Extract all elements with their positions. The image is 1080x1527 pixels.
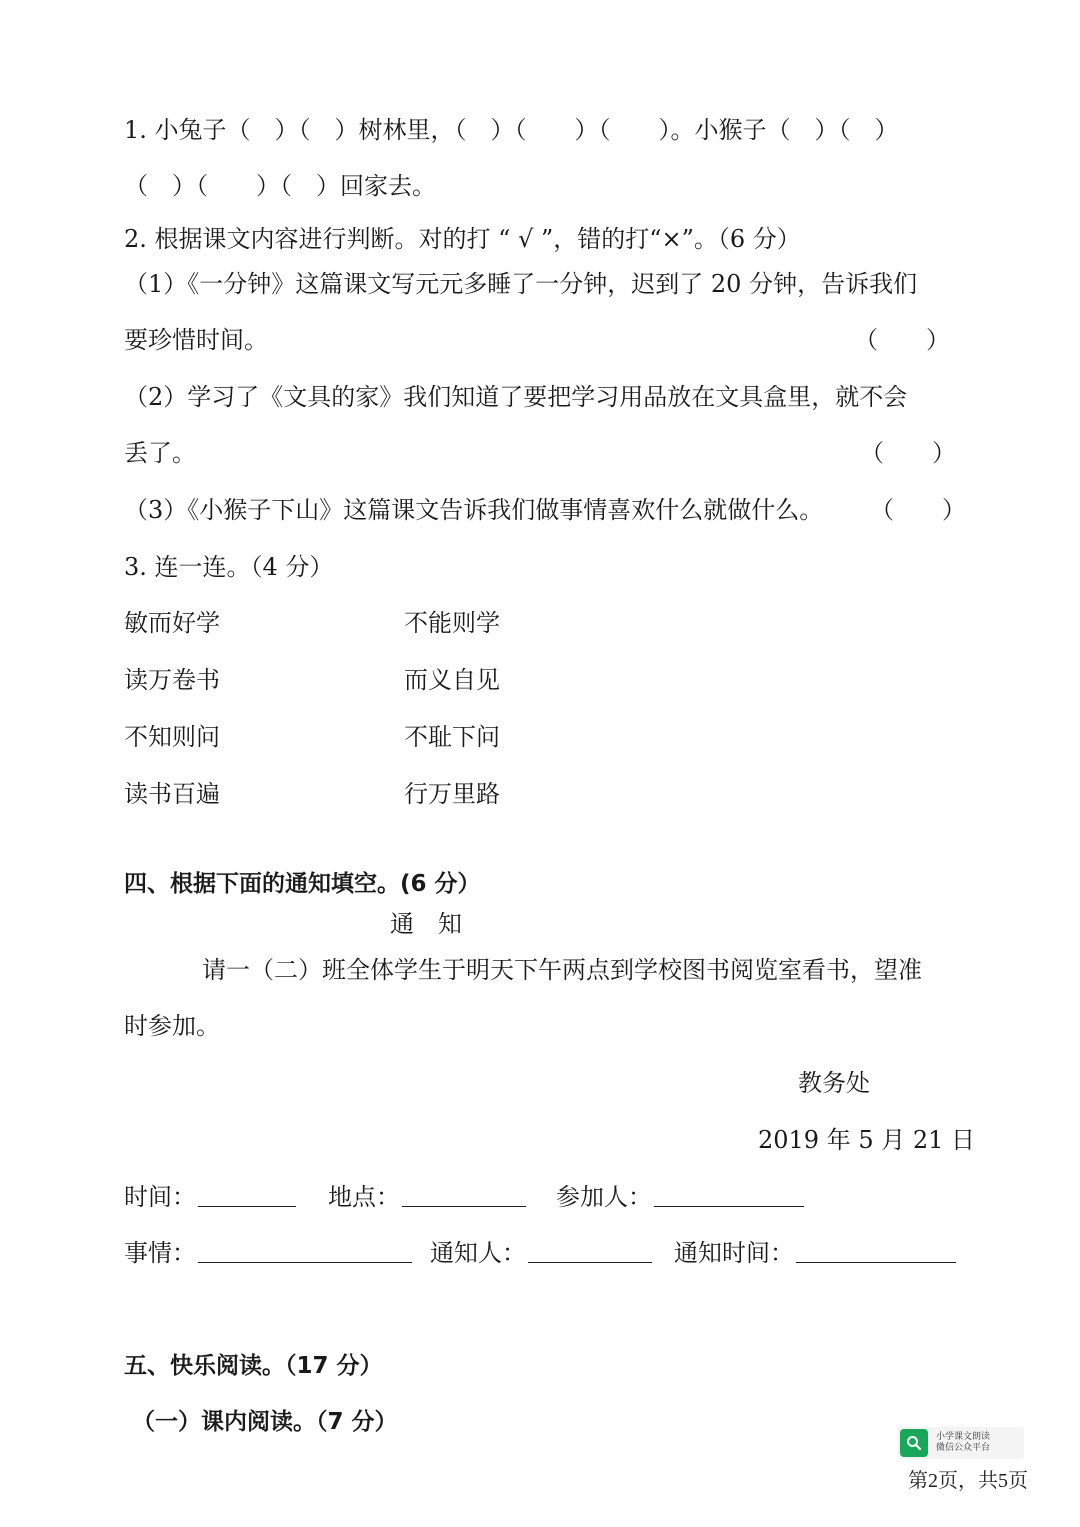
q2-item2-line1: （2）学习了《文具的家》我们知道了要把学习用品放在文具盒里，就不会	[124, 383, 908, 411]
field-place-label: 地点：	[328, 1183, 400, 1211]
field-place	[328, 1181, 528, 1213]
q3-title: 3. 连一连。（4 分）	[124, 553, 334, 581]
field-notifier	[430, 1237, 654, 1269]
search-icon	[900, 1429, 928, 1457]
field-participants-blank[interactable]	[654, 1184, 804, 1207]
q2-item1-line2: 要珍惜时间。	[124, 326, 268, 354]
q3-right-3: 不耻下问	[404, 723, 500, 751]
field-matter-label: 事情：	[124, 1239, 196, 1267]
q3-left-4: 读书百遍	[124, 780, 220, 808]
q3-right-4: 行万里路	[404, 780, 500, 808]
section4-heading: 四、根据下面的通知填空。(6 分）	[124, 871, 481, 897]
notice-body-line2: 时参加。	[124, 1012, 220, 1040]
field-notifier-blank[interactable]	[528, 1240, 652, 1263]
q2-title: 2. 根据课文内容进行判断。对的打 “ √ ”，错的打“×”。（6 分）	[124, 225, 801, 253]
notice-body-line1: 请一（二）班全体学生于明天下午两点到学校图书阅览室看书，望准	[202, 956, 922, 984]
q1-line2: （ ）（ ）（ ）回家去。	[124, 172, 436, 200]
field-notice-time-blank[interactable]	[796, 1240, 956, 1263]
badge-line2: 微信公众平台	[936, 1443, 991, 1453]
field-time-blank[interactable]	[198, 1184, 296, 1207]
field-place-blank[interactable]	[402, 1184, 526, 1207]
q2-item2-line2: 丢了。	[124, 439, 196, 467]
field-matter-blank[interactable]	[198, 1240, 412, 1263]
q2-item2-paren: （ ）	[860, 439, 956, 467]
q2-item3-paren: （ ）	[870, 496, 966, 524]
q3-left-3: 不知则问	[124, 723, 220, 751]
section5-heading: 五、快乐阅读。（17 分）	[124, 1353, 383, 1379]
field-notifier-label: 通知人：	[430, 1239, 526, 1267]
section5-sub: （一）课内阅读。（7 分）	[132, 1409, 398, 1435]
field-time	[124, 1181, 298, 1213]
field-participants	[556, 1181, 806, 1213]
field-notice-time-label: 通知时间：	[674, 1239, 794, 1267]
badge-text	[936, 1432, 990, 1454]
q2-item3-line: （3）《小猴子下山》这篇课文告诉我们做事情喜欢什么就做什么。	[124, 496, 824, 524]
notice-signature: 教务处	[798, 1069, 870, 1097]
q3-left-2: 读万卷书	[124, 666, 220, 694]
q2-item1-line1: （1）《一分钟》这篇课文写元元多睡了一分钟，迟到了 20 分钟，告诉我们	[124, 270, 918, 298]
field-time-label: 时间：	[124, 1183, 196, 1211]
notice-title: 通 知	[390, 910, 462, 938]
q3-right-2: 而义自见	[404, 666, 500, 694]
badge-line1: 小学课文朗读	[936, 1432, 991, 1442]
field-notice-time	[674, 1237, 958, 1269]
q2-item1-paren: （ ）	[854, 326, 950, 354]
notice-date: 2019 年 5 月 21 日	[758, 1126, 976, 1154]
q3-right-1: 不能则学	[404, 609, 500, 637]
field-participants-label: 参加人：	[556, 1183, 652, 1211]
wechat-badge[interactable]	[898, 1427, 1024, 1459]
page-footer: 第2页，共5页	[908, 1470, 1028, 1492]
q3-left-1: 敏而好学	[124, 609, 220, 637]
field-matter	[124, 1237, 414, 1269]
q1-line1: 1. 小兔子（ ）（ ）树林里，（ ）（ ）（ ）。小猴子（ ）（ ）	[124, 116, 899, 144]
